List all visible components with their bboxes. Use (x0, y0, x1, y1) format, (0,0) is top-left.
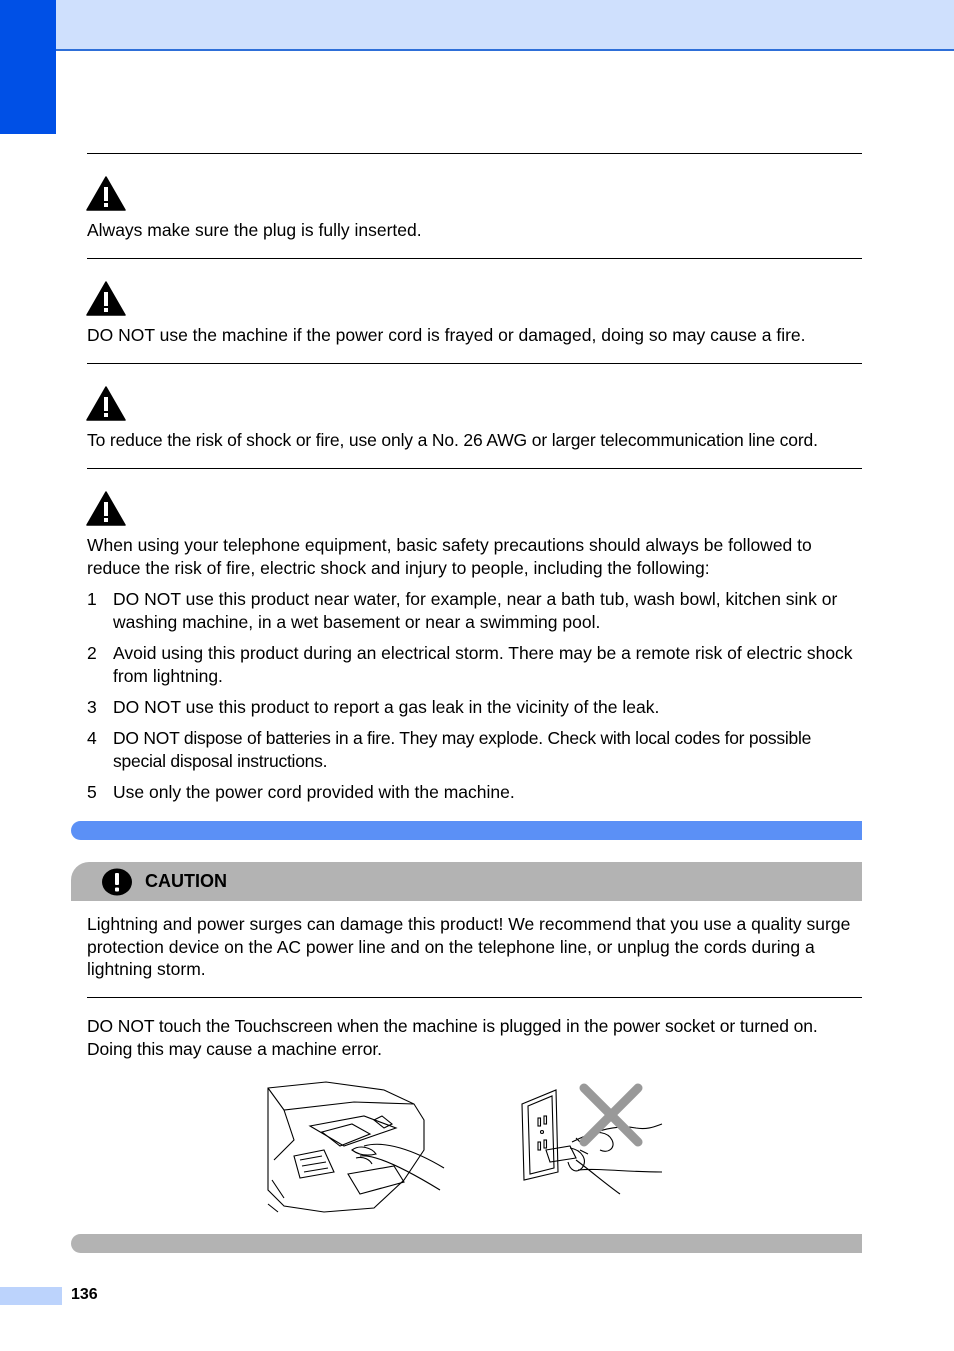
section-bar (71, 1234, 862, 1253)
caution-paragraph: DO NOT touch the Touchscreen when the machine is plugged in the power socket or turned on. Doing this may cause a machine error. (87, 1016, 818, 1059)
list-item-number: 3 (87, 697, 97, 717)
outlet-plug-illustration (516, 1080, 668, 1198)
list-item: Use only the power cord provided with the machine. (113, 782, 515, 802)
list-item-number: 2 (87, 643, 97, 663)
divider (87, 153, 862, 154)
page-number: 136 (71, 1286, 98, 1303)
warning-triangle-icon (86, 176, 126, 212)
touchscreen-hand-illustration (264, 1080, 450, 1214)
warning-triangle-icon (86, 281, 126, 317)
warning-text: DO NOT use the machine if the power cord is frayed or damaged, doing so may cause a fire. (87, 325, 806, 345)
list-item: Avoid using this product during an electrical storm. There may be a remote risk of electric shock from lightning. (113, 643, 853, 686)
divider (87, 363, 862, 364)
divider (87, 468, 862, 469)
caution-title: CAUTION (145, 871, 227, 891)
warning-triangle-icon (86, 491, 126, 527)
header-tab (0, 0, 56, 134)
section-bar (71, 821, 862, 840)
warning-text: To reduce the risk of shock or fire, use only a No. 26 AWG or larger telecommunication line cord. (87, 430, 818, 450)
list-item-number: 1 (87, 589, 97, 609)
caution-paragraph: Lightning and power surges can damage this product! We recommend that you use a quality surge protection device on the AC power line and on the telephone line, or unplug the cords during a lightning storm. (87, 914, 851, 979)
header-band (0, 0, 954, 51)
list-item-number: 5 (87, 782, 97, 802)
warning-text: Always make sure the plug is fully inserted. (87, 220, 422, 240)
warning-text: When using your telephone equipment, basic safety precautions should always be followed to reduce the risk of fire, electric shock and injury to people, including the following: (87, 535, 812, 578)
warning-triangle-icon (86, 386, 126, 422)
list-item-number: 4 (87, 728, 97, 748)
divider (87, 258, 862, 259)
list-item: DO NOT use this product to report a gas leak in the vicinity of the leak. (113, 697, 660, 717)
divider (87, 997, 862, 998)
page-number-tab (0, 1287, 62, 1305)
list-item: DO NOT dispose of batteries in a fire. They may explode. Check with local codes for possible special disposal instructions. (113, 728, 812, 771)
list-item: DO NOT use this product near water, for example, near a bath tub, wash bowl, kitchen sink or washing machine, in a wet basement or near a swimming pool. (113, 589, 838, 632)
exclamation-icon (101, 868, 133, 896)
